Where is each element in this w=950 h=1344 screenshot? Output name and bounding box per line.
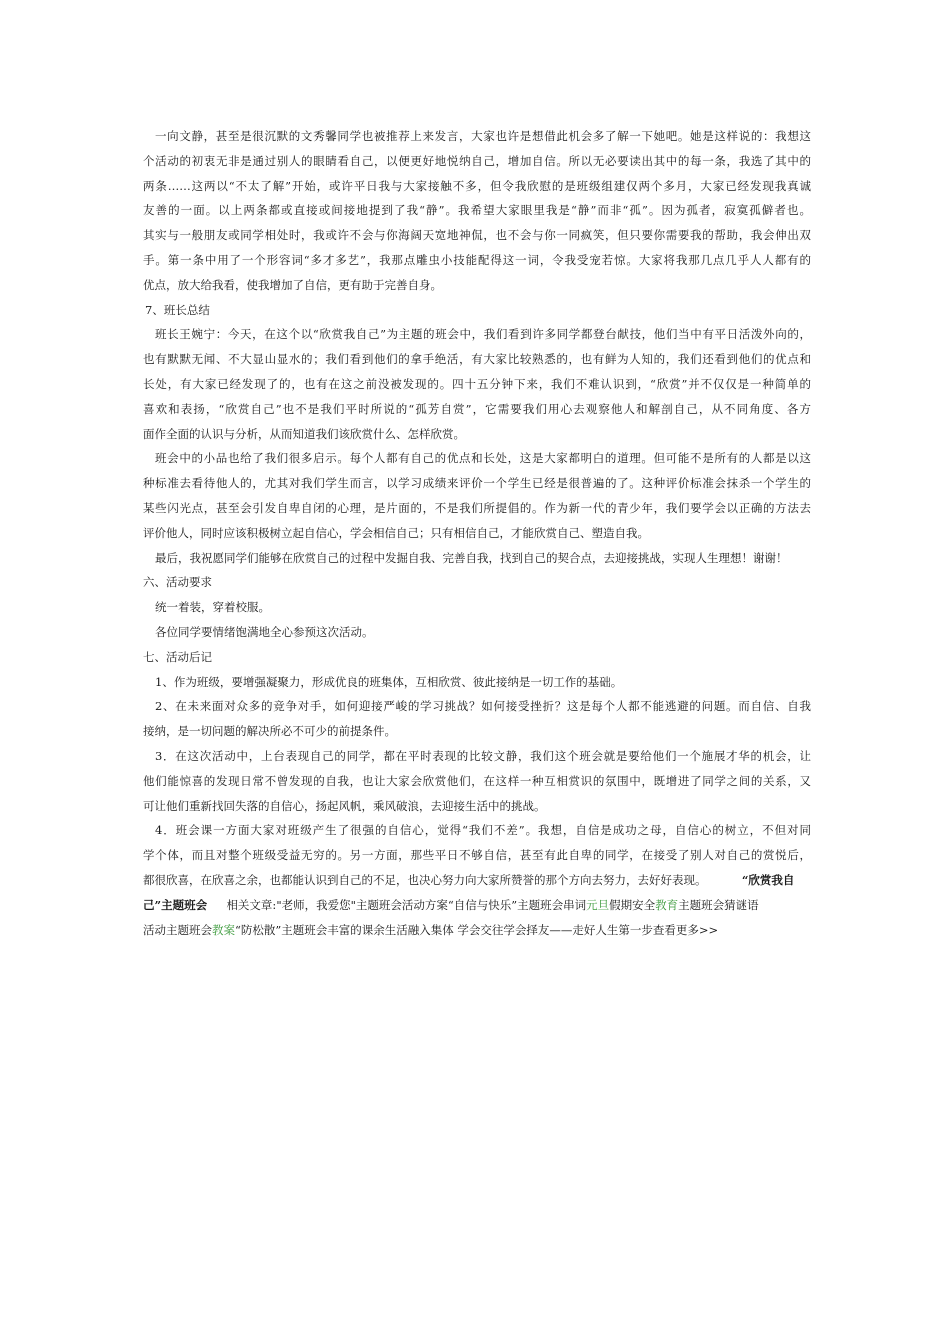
numbered-line: 可让他们重新找回失落的自信心，扬起风帆，乘风破浪，去迎接生活中的挑战。 bbox=[143, 798, 546, 813]
paragraph-line: 优点，放大给我看，使我增加了自信，更有助于完善自身。 bbox=[143, 277, 442, 292]
paragraph-line: 班会中的小品也给了我们很多启示。每个人都有自己的优点和长处，这是大家都明白的道理。但可能不是所有的人都是以这 bbox=[155, 451, 811, 466]
related-link[interactable]: “防松散”主题班会丰富的课余生活融入集体 学会交往学会择友——走好人生第一步查看更多>> bbox=[235, 922, 719, 937]
paragraph-line: 班长王婉宁：今天，在这个以“欣赏我自己”为主题的班会中，我们看到许多同学都登台献技，他们当中有平日活泼外向的， bbox=[155, 327, 811, 342]
related-prefix: 相关文章: bbox=[226, 897, 277, 912]
article-title-tail: “欣赏我自 bbox=[741, 872, 795, 887]
related-link[interactable]: "老师，我爱您"主题班会活动方案“自信与快乐”主题班会串词 bbox=[276, 897, 587, 912]
paragraph-line: 友善的一面。以上两条都或直接或间接地提到了我“静”。我希望大家眼里我是“静”而非“孤”。因为孤者，寂寞孤僻者也。 bbox=[143, 203, 811, 218]
numbered-line: 2、在未来面对众多的竞争对手，如何迎接严峻的学习挑战？如何接受挫折？这是每个人都不能逃避的问题。而自信、自我 bbox=[155, 699, 811, 714]
numbered-line: 1、作为班级，要增强凝聚力，形成优良的班集体，互相欣赏、彼此接纳是一切工作的基础。 bbox=[155, 674, 623, 689]
related-link[interactable]: 假期安全 bbox=[609, 897, 656, 912]
numbered-line-text: 都很欣喜，在欣喜之余，也都能认识到自己的不足，也决心努力向大家所赞誉的那个方向去努力，去好好表现。 bbox=[143, 872, 707, 887]
numbered-line: 接纳，是一切问题的解决所必不可少的前提条件。 bbox=[143, 724, 396, 739]
numbered-line: 3．在这次活动中，上台表现自己的同学，都在平时表现的比较文静，我们这个班会就是要给他们一个施展才华的机会，让 bbox=[155, 748, 811, 763]
document-body bbox=[143, 124, 811, 942]
related-link[interactable]: 主题班会猜谜语 bbox=[678, 897, 759, 912]
numbered-line: 4．班会课一方面大家对班级产生了很强的自信心，觉得“我们不差”。我想，自信是成功之母，自信心的树立，不但对同 bbox=[155, 823, 811, 838]
paragraph-line: 种标准去看待他人的，尤其对我们学生而言，以学习成绩来评价一个学生已经是很普遍的了。这种评价标准会抹杀一个学生的 bbox=[143, 476, 811, 491]
section-heading: 七、活动后记 bbox=[143, 649, 212, 664]
paragraph-line: 喜欢和表扬，“欣赏自己”也不是我们平时所说的“孤芳自赏”，它需要我们用心去观察他人和解剖自己，从不同角度、各方 bbox=[143, 401, 811, 416]
numbered-line: 他们能惊喜的发现日常不曾发现的自我，也让大家会欣赏他们，在这样一种互相赏识的氛围中，既增进了同学之间的关系，又 bbox=[143, 773, 811, 788]
related-articles-line bbox=[143, 918, 811, 943]
related-keyword-link[interactable]: 教案 bbox=[212, 922, 235, 937]
section-heading: 7、班长总结 bbox=[145, 302, 210, 317]
section-heading: 六、活动要求 bbox=[143, 575, 212, 590]
numbered-line: 学个体，而且对整个班级受益无穷的。另一方面，那些平日不够自信，甚至有此自卑的同学，在接受了别人对自己的赏悦后， bbox=[143, 848, 811, 863]
paragraph-line: 也有默默无闻、不大显山显水的；我们看到他们的拿手绝活，有大家比较熟悉的，也有鲜为人知的，我们还看到他们的优点和 bbox=[143, 352, 811, 367]
paragraph-line: 最后，我祝愿同学们能够在欣赏自己的过程中发掘自我、完善自我，找到自己的契合点，去迎接挑战，实现人生理想！谢谢！ bbox=[155, 550, 788, 565]
paragraph-line: 评价他人，同时应该积极树立起自信心，学会相信自己；只有相信自己，才能欣赏自己、塑造自我。 bbox=[143, 525, 649, 540]
paragraph-line: 其实与一般朋友或同学相处时，我或许不会与你海阔天宽地神侃，也不会与你一同疯笑，但只要你需要我的帮助，我会伸出双 bbox=[143, 228, 811, 243]
related-link[interactable]: 活动主题班会 bbox=[143, 922, 212, 937]
numbered-line bbox=[143, 868, 811, 893]
paragraph-line: 某些闪光点，甚至会引发自卑自闭的心理，是片面的，不是我们所提倡的。作为新一代的青少年，我们要学会以正确的方法去 bbox=[143, 500, 811, 515]
paragraph-line: 面作全面的认识与分析，从而知道我们该欣赏什么、怎样欣赏。 bbox=[143, 426, 465, 441]
related-keyword-link[interactable]: 教育 bbox=[655, 897, 679, 912]
requirement-line: 统一着装，穿着校服。 bbox=[155, 600, 270, 615]
paragraph-line: 一向文静，甚至是很沉默的文秀馨同学也被推荐上来发言，大家也许是想借此机会多了解一下她吧。她是这样说的：我想这 bbox=[155, 129, 811, 143]
paragraph-line: 个活动的初衷无非是通过别人的眼睛看自己，以便更好地悦纳自己，增加自信。所以无必要读出其中的每一条，我选了其中的 bbox=[143, 153, 811, 168]
paragraph-line: 两条……这两以“不太了解”开始，或许平日我与大家接触不多，但令我欣慰的是班级组建仅两个多月，大家已经发现我真诚 bbox=[143, 178, 811, 193]
related-articles-line bbox=[143, 893, 811, 918]
requirement-line: 各位同学要情绪饱满地全心参预这次活动。 bbox=[155, 624, 374, 639]
related-keyword-link[interactable]: 元旦 bbox=[586, 897, 610, 912]
article-title-tail: 己”主题班会 bbox=[143, 897, 208, 912]
paragraph-line: 手。第一条中用了一个形容词“多才多艺”，我那点雕虫小技能配得这一词，令我受宠若惊。大家将我那几点几乎人人都有的 bbox=[143, 252, 811, 267]
paragraph-line: 长处，有大家已经发现了的，也有在这之前没被发现的。四十五分钟下来，我们不难认识到，“欣赏”并不仅仅是一种简单的 bbox=[143, 376, 811, 391]
